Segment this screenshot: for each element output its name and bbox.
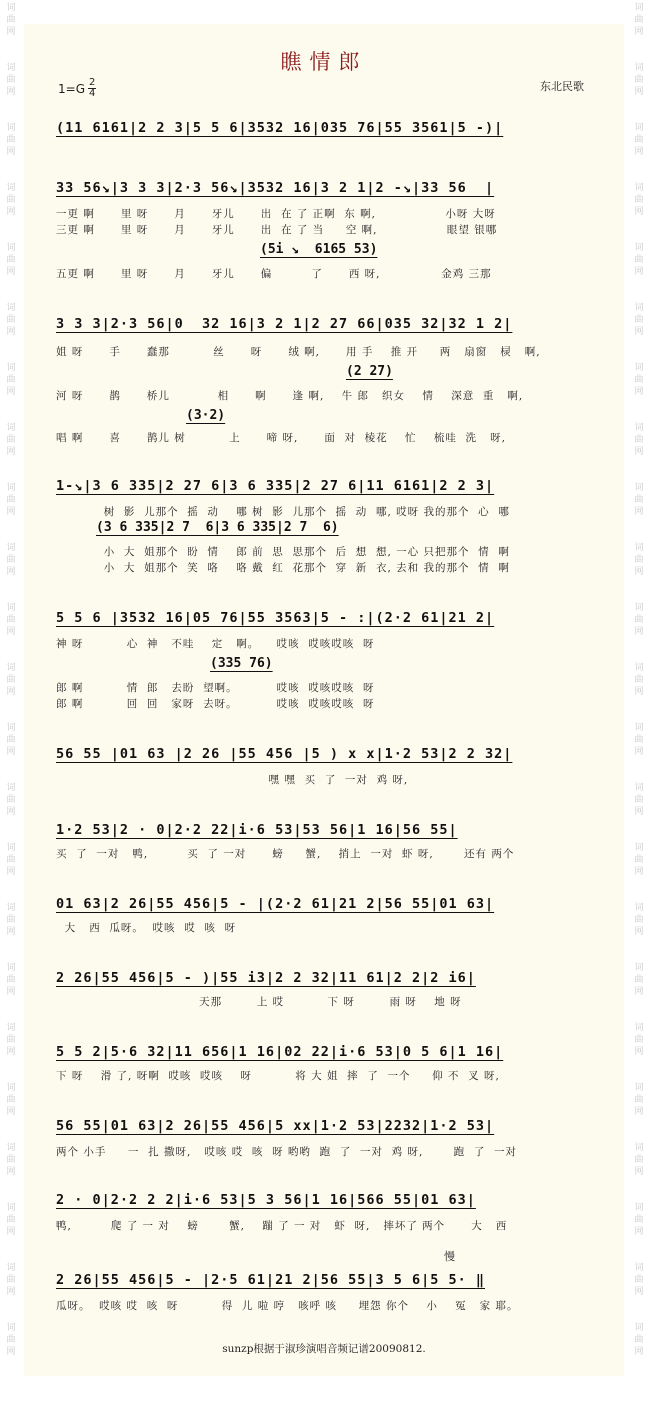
watermark-mark: 词 曲 网: [6, 1143, 16, 1177]
notation-line-8: 01 63|2 26|55 456|5 - |(2·2 61|21 2|56 55|01 63|: [56, 896, 495, 912]
notation-line-2: 33 56↘|3 3 3|2·3 56↘|3532 16|3 2 1|2 -↘|33 56 |: [56, 180, 495, 196]
watermark-mark: 词 曲 网: [634, 1323, 644, 1357]
watermark-mark: 词 曲 网: [634, 243, 644, 277]
watermark-mark: 词 曲 网: [6, 723, 16, 757]
watermark-mark: 词 曲 网: [6, 483, 16, 517]
lyric-line: 小 大 姐那个 笑 咯 咯 戴 红 花那个 穿 新 衣, 去和 我的那个 情 啊: [56, 562, 510, 574]
notation-line-11: 56 55|01 63|2 26|55 456|5 xx|1·2 53|2232|1·2 53|: [56, 1118, 495, 1134]
watermark-mark: 词 曲 网: [634, 903, 644, 937]
lyric-line: 两个 小手 一 扎 撒呀, 哎咳 哎 咳 呀 哟哟 跑 了 一对 鸡 呀, 跑 了 一对: [56, 1146, 518, 1158]
lyric-line: 大 西 瓜呀。 哎咳 哎 咳 呀: [56, 922, 237, 934]
lyric-line: 一更 啊 里 呀 月 牙儿 出 在 了 正啊 东 啊, 小呀 大呀: [56, 208, 496, 220]
watermark-mark: 词 曲 网: [6, 1203, 16, 1237]
notation-line-12: 2 · 0|2·2 2 2|i·6 53|5 3 56|1 16|566 55|01 63|: [56, 1192, 476, 1208]
watermark-mark: 词 曲 网: [634, 363, 644, 397]
notation-line-9: 2 26|55 456|5 - )|55 i3|2 2 32|11 61|2 2|2 i6|: [56, 970, 476, 986]
watermark-mark: 词 曲 网: [6, 663, 16, 697]
watermark-mark: 词 曲 网: [634, 543, 644, 577]
lyric-line: 天那 上 哎 下 呀 雨 呀 地 呀: [56, 996, 462, 1008]
watermark-mark: 词 曲 网: [6, 363, 16, 397]
watermark-mark: 词 曲 网: [6, 903, 16, 937]
time-signature: [88, 78, 96, 99]
lyric-line: 唱 啊 喜 鹊儿 树 上 啼 呀, 面 对 棱花 忙 梳哇 洗 呀,: [56, 432, 506, 444]
watermark-mark: 词 曲 网: [634, 123, 644, 157]
watermark-mark: 词 曲 网: [634, 483, 644, 517]
notation-line-6: 56 55 |01 63 |2 26 |55 456 |5 ) x x|1·2 53|2 2 32|: [56, 746, 513, 762]
watermark-mark: 词 曲 网: [634, 1263, 644, 1297]
lyric-line: 河 呀 鹊 桥儿 相 啊 逢 啊, 牛 郎 织女 情 深意 重 啊,: [56, 390, 524, 402]
lyric-line: 神 呀 心 神 不哇 定 啊。 哎咳 哎咳哎咳 呀: [56, 638, 375, 650]
watermark-right: [628, 0, 650, 1404]
key-signature: [58, 78, 96, 99]
watermark-mark: 词 曲 网: [634, 1023, 644, 1057]
transcription-credit: sunzp根据于淑珍演唱音频记谱20090812.: [222, 1343, 426, 1355]
song-title: 瞧情郎: [280, 50, 368, 74]
watermark-mark: 词 曲 网: [634, 1083, 644, 1117]
watermark-mark: 词 曲 网: [6, 1323, 16, 1357]
notation-line-3: 3 3 3|2·3 56|0 32 16|3 2 1|2 27 66|035 32|32 1 2|: [56, 316, 513, 332]
time-bottom: 4: [89, 88, 96, 99]
watermark-mark: 词 曲 网: [634, 783, 644, 817]
variant-notation: (3 6 335|2 7 6|3 6 335|2 7 6): [96, 520, 339, 535]
time-top: 2: [89, 77, 96, 88]
watermark-mark: 词 曲 网: [6, 1023, 16, 1057]
variant-notation: (5i ↘ 6165 53): [260, 242, 378, 257]
watermark-mark: 词 曲 网: [634, 963, 644, 997]
lyric-line: 三更 啊 里 呀 月 牙儿 出 在 了 当 空 啊, 眼望 银哪: [56, 224, 498, 236]
watermark-mark: 词 曲 网: [634, 3, 644, 37]
watermark-mark: 词 曲 网: [6, 1083, 16, 1117]
key-label: 1=G: [58, 81, 85, 96]
lyric-line: 嘿 嘿 买 了 一对 鸡 呀,: [56, 774, 409, 786]
watermark-mark: 词 曲 网: [6, 543, 16, 577]
watermark-mark: 词 曲 网: [634, 183, 644, 217]
watermark-mark: 词 曲 网: [6, 3, 16, 37]
variant-notation: (3·2): [186, 408, 226, 423]
variant-notation: (2 27): [346, 364, 393, 379]
song-origin: 东北民歌: [540, 80, 584, 93]
lyric-line: 小 大 姐那个 盼 情 郎 前 思 思那个 后 想 想, 一心 只把那个 情 啊: [56, 546, 510, 558]
tempo-marking: 慢: [444, 1250, 455, 1263]
watermark-mark: 词 曲 网: [6, 603, 16, 637]
notation-line-1: (11 6161|2 2 3|5 5 6|3532 16|035 76|55 3561|5 -)|: [56, 120, 504, 136]
watermark-left: [0, 0, 22, 1404]
watermark-mark: 词 曲 网: [634, 63, 644, 97]
watermark-mark: 词 曲 网: [634, 723, 644, 757]
watermark-mark: 词 曲 网: [634, 603, 644, 637]
watermark-mark: 词 曲 网: [634, 1203, 644, 1237]
watermark-mark: 词 曲 网: [6, 303, 16, 337]
watermark-mark: 词 曲 网: [634, 1143, 644, 1177]
notation-line-5: 5 5 6 |3532 16|05 76|55 3563|5 - :|(2·2 61|21 2|: [56, 610, 495, 626]
lyric-line: 买 了 一对 鸭, 买 了 一对 螃 蟹, 捎上 一对 虾 呀, 还有 两个: [56, 848, 515, 860]
lyric-line: 姐 呀 手 蠢那 丝 呀 绒 啊, 用 手 推 开 两 扇窗 棂 啊,: [56, 346, 541, 358]
score-sheet: [24, 24, 624, 1376]
lyric-line: 郎 啊 情 郎 去盼 望啊。 哎咳 哎咳哎咳 呀: [56, 682, 375, 694]
lyric-line: 瓜呀。 哎咳 哎 咳 呀 得 儿 啦 哼 咳呼 咳 埋怨 你个 小 冤 家 耶。: [56, 1300, 519, 1312]
watermark-mark: 词 曲 网: [6, 963, 16, 997]
notation-line-10: 5 5 2|5·6 32|11 656|1 16|02 22|i·6 53|0 5 6|1 16|: [56, 1044, 504, 1060]
lyric-line: 鸭, 爬 了 一 对 螃 蟹, 蹦 了 一 对 虾 呀, 摔坏了 两个 大 西: [56, 1220, 508, 1232]
lyric-line: 郎 啊 回 回 家呀 去呀。 哎咳 哎咳哎咳 呀: [56, 698, 375, 710]
watermark-mark: 词 曲 网: [6, 843, 16, 877]
lyric-line: 下 呀 滑 了, 呀啊 哎咳 哎咳 呀 将 大 姐 摔 了 一个 仰 不 叉 呀,: [56, 1070, 500, 1082]
watermark-mark: 词 曲 网: [6, 243, 16, 277]
notation-line-13: 2 26|55 456|5 - |2·5 61|21 2|56 55|3 5 6|5 5· ‖: [56, 1272, 486, 1288]
watermark-mark: 词 曲 网: [6, 63, 16, 97]
lyric-line: 树 影 儿那个 摇 动 哪 树 影 儿那个 摇 动 哪, 哎呀 我的那个 心 哪: [56, 506, 510, 518]
watermark-mark: 词 曲 网: [6, 183, 16, 217]
watermark-mark: 词 曲 网: [634, 423, 644, 457]
watermark-mark: 词 曲 网: [6, 1263, 16, 1297]
notation-line-7: 1·2 53|2 · 0|2·2 22|i·6 53|53 56|1 16|56 55|: [56, 822, 458, 838]
watermark-mark: 词 曲 网: [6, 783, 16, 817]
variant-notation: (335 76): [210, 656, 273, 671]
watermark-mark: 词 曲 网: [634, 303, 644, 337]
watermark-mark: 词 曲 网: [6, 423, 16, 457]
watermark-mark: 词 曲 网: [634, 843, 644, 877]
lyric-line: 五更 啊 里 呀 月 牙儿 偏 了 西 呀, 金鸡 三那: [56, 268, 492, 280]
watermark-mark: 词 曲 网: [6, 123, 16, 157]
notation-line-4: 1-↘|3 6 335|2 27 6|3 6 335|2 27 6|11 6161|2 2 3|: [56, 478, 495, 494]
watermark-mark: 词 曲 网: [634, 663, 644, 697]
